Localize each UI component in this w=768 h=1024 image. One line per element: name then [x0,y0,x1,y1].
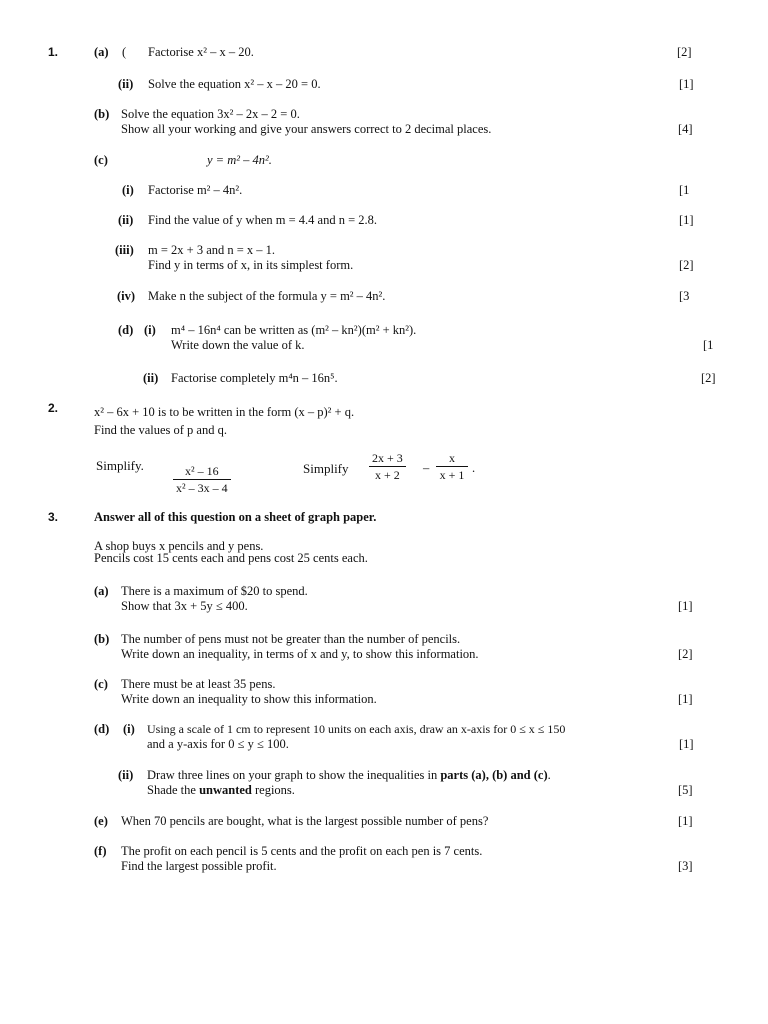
q2-simplify2-fraction1-numerator: 2x + 3 [372,451,403,465]
q1-part-b-label: (b) [94,107,110,121]
q3-part-c-line2: Write down an inequality to show this information. [121,692,377,706]
q3-part-d-i-marks: [1] [679,737,694,751]
q3-part-c-line1: There must be at least 35 pens. [121,677,276,691]
q1-part-c-i-marks: [1 [679,183,690,197]
q1-part-a-i-text: Factorise x² – x – 20. [148,45,254,59]
q3-part-d-ii-line2-text: Shade the [147,783,200,797]
q3-heading: Answer all of this question on a sheet of graph paper. [94,510,377,524]
q1-part-d-ii-text: Factorise completely m⁴n – 16n⁵. [171,371,338,385]
q2-line1: x² – 6x + 10 is to be written in the form (x – p)² + q. [94,405,355,419]
q3-part-d-i-line1: Using a scale of 1 cm to represent 10 units on each axis, draw an x-axis for 0 ≤ x ≤ 150 [147,722,566,736]
question-1-number: 1. [48,45,59,59]
q1-part-a-label: (a) [94,45,109,59]
q1-part-c-label: (c) [94,153,108,167]
q3-intro-line2: Pencils cost 15 cents each and pens cost 25 cents each. [94,551,368,565]
q1-part-c-ii-marks: [1] [679,213,694,227]
q3-part-b-line2: Write down an inequality, in terms of x and y, to show this information. [121,647,479,661]
q3-part-b-label: (b) [94,632,110,646]
q1-part-d-ii-marks: [2] [701,371,716,385]
q3-part-a-line1: There is a maximum of $20 to spend. [121,584,308,598]
q2-simplify1-numerator: x² – 16 [185,464,219,478]
question-2-number: 2. [48,401,59,415]
q1-part-b-line2: Show all your working and give your answers correct to 2 decimal places. [121,122,492,136]
q3-part-d-ii-line2 [147,784,295,797]
q3-part-f-line1: The profit on each pencil is 5 cents and the profit on each pen is 7 cents. [121,844,483,858]
q3-part-c-label: (c) [94,677,108,691]
q3-part-a-line2: Show that 3x + 5y ≤ 400. [121,599,248,613]
q3-part-d-ii-line1-end: . [547,768,551,782]
q2-simplify2-label: Simplify [303,461,349,476]
question-3-number: 3. [48,510,59,524]
q3-part-d-i-label: (i) [123,722,135,736]
q2-simplify1-denominator: x² – 3x – 4 [173,479,231,494]
q2-simplify2-end: . [472,461,476,475]
q3-part-d-ii-line2-end: regions. [251,783,295,797]
q3-part-e-text: When 70 pencils are bought, what is the largest possible number of pens? [121,814,489,828]
q1-part-d-label: (d) [118,323,134,337]
q1-part-b-line1: Solve the equation 3x² – 2x – 2 = 0. [121,107,300,121]
q2-simplify2-fraction2 [436,452,468,481]
q3-part-d-ii-line2-bold: unwanted [199,783,252,797]
q1-part-b-marks: [4] [678,122,693,136]
q1-part-c-formula: y = m² – 4n². [207,153,272,167]
q1-part-d-i-marks: [1 [703,338,714,352]
q3-part-f-line2: Find the largest possible profit. [121,859,277,873]
q3-part-e-marks: [1] [678,814,693,828]
q3-part-b-line1: The number of pens must not be greater than the number of pencils. [121,632,461,646]
q3-part-f-marks: [3] [678,859,693,873]
q2-simplify2-fraction2-denominator: x + 1 [436,466,468,481]
q3-part-d-ii-line1-bold: parts (a), (b) and (c) [440,768,548,782]
q1-part-c-i-text: Factorise m² – 4n². [148,183,243,197]
q3-part-d-ii-label: (ii) [118,768,134,782]
q1-part-d-i-line1: m⁴ – 16n⁴ can be written as (m² – kn²)(m² + kn²). [171,323,417,337]
q3-part-d-label: (d) [94,722,110,736]
q2-simplify1-fraction [173,465,231,494]
q1-part-a-ii-text: Solve the equation x² – x – 20 = 0. [148,77,321,91]
q1-part-c-iii-line2: Find y in terms of x, in its simplest form. [148,258,354,272]
q1-part-c-iv-text: Make n the subject of the formula y = m² – 4n². [148,289,386,303]
q1-part-c-iii-line1: m = 2x + 3 and n = x – 1. [148,243,276,257]
q1-part-c-ii-text: Find the value of y when m = 4.4 and n = 2.8. [148,213,377,227]
q2-simplify1-label: Simplify. [96,458,144,473]
q3-part-b-marks: [2] [678,647,693,661]
q3-intro-line1: A shop buys x pencils and y pens. [94,539,264,553]
q2-line2: Find the values of p and q. [94,423,227,437]
q1-part-a-i-marks: [2] [677,45,692,59]
q2-simplify2-minus: – [423,461,430,475]
q1-part-c-i-label: (i) [122,183,134,197]
q1-part-c-iii-label: (iii) [115,243,134,257]
q3-part-d-i-line2: and a y-axis for 0 ≤ y ≤ 100. [147,737,289,751]
q2-simplify2-fraction2-numerator: x [449,451,455,465]
q1-part-d-ii-label: (ii) [143,371,159,385]
q1-part-c-iii-marks: [2] [679,258,694,272]
q1-part-c-iv-label: (iv) [117,289,136,303]
q3-part-f-label: (f) [94,844,107,858]
q3-part-a-marks: [1] [678,599,693,613]
q3-part-e-label: (e) [94,814,108,828]
q1-part-c-iv-marks: [3 [679,289,690,303]
q3-part-c-marks: [1] [678,692,693,706]
q1-part-a-i-label: ( [122,45,127,59]
q3-part-d-ii-marks: [5] [678,783,693,797]
q1-part-a-ii-label: (ii) [118,77,134,91]
q3-part-d-ii-line1-text: Draw three lines on your graph to show the inequalities in [147,768,441,782]
q3-part-a-label: (a) [94,584,109,598]
q2-simplify2-fraction1-denominator: x + 2 [369,466,406,481]
q1-part-c-ii-label: (ii) [118,213,134,227]
q1-part-d-i-line2: Write down the value of k. [171,338,305,352]
q2-simplify2-fraction1 [369,452,406,481]
q1-part-d-i-label: (i) [144,323,156,337]
q3-part-d-ii-line1 [147,769,551,782]
q1-part-a-ii-marks: [1] [679,77,694,91]
